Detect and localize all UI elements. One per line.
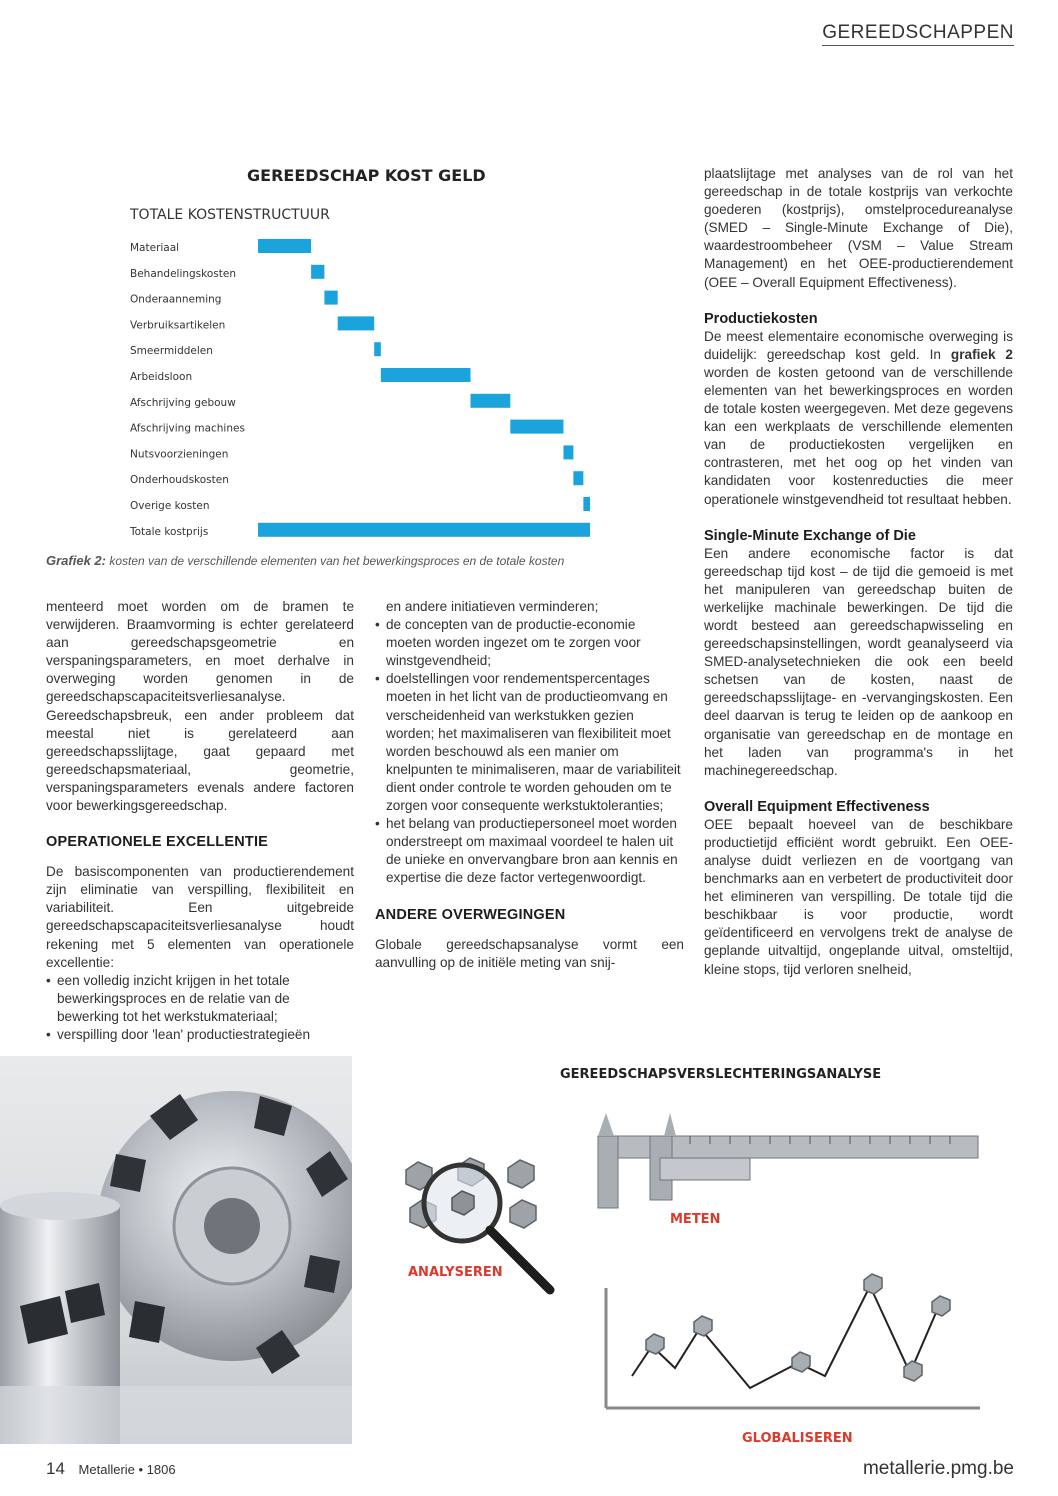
list-item: • verspilling door 'lean' productiestrategieën: [46, 1026, 354, 1044]
cost-structure-chart: [120, 160, 600, 550]
category-label: Afschrijving machines: [130, 422, 245, 435]
paragraph: OEE bepaalt hoeveel van de beschikbare productietijd efficiënt wordt gebruikt. Een OEE-analyse duidt verliezen en de voortgang van benchmarks aan en verbetert de productiviteit door het elimineren van verspilling. De totale tijd die beschikbaar is voor productie, wordt geïdentificeerd en vervolgens trekt de analyse de geplande uitvaltijd, ongeplande uitval, omsteltijd, kleine stops, tijd verloren snelheid,: [704, 816, 1013, 977]
label-meten: METEN: [670, 1212, 721, 1227]
paragraph: De basiscomponenten van productierendement zijn eliminatie van verspilling, flexibiliteit en variabiliteit. Een uitgebreide gereedschapscapaciteitsverliesanalyse houdt rekening met 5 elementen van operationele excellentie:: [46, 864, 354, 970]
milling-cutter-photo: [0, 1056, 352, 1444]
chart-title: GEREEDSCHAP KOST GELD: [247, 166, 486, 185]
category-label: Afschrijving gebouw: [130, 396, 236, 409]
list-item: • de concepten van de productie-economie moeten worden ingezet om te zorgen voor winstgevendheid;: [375, 616, 684, 670]
caption-text: kosten van de verschillende elementen van het bewerkingsproces en de totale kosten: [109, 554, 565, 568]
text-column-1: [46, 598, 354, 1044]
paragraph: De meest elementaire economische overweging is duidelijk: gereedschap kost geld. In grafiek 2 worden de kosten getoond van de verschillende elementen van het bewerkingsproces en worden de totale kosten weergegeven. Met deze gegevens kan een werkplaats de verschillende elementen van de productiekosten vergelijken en contrasteren, met het oog op het vinden van kandidaten voor kostenreducties die meer operationele winstgevendheid tot resultaat hebben.: [704, 328, 1013, 507]
paragraph: Globale gereedschapsanalyse vormt een aanvulling op de initiële meting van snij-: [375, 936, 684, 970]
caption-label: Grafiek 2:: [46, 553, 106, 568]
label-globaliseren: GLOBALISEREN: [742, 1431, 853, 1446]
cost-bar: [573, 471, 583, 485]
cost-bar: [338, 316, 375, 330]
cost-bar: [258, 523, 590, 537]
list-item: • een volledig inzicht krijgen in het totale bewerkingsproces en de relatie van de bewerking tot het werkstukmateriaal;: [46, 972, 354, 1026]
paragraph: menteerd moet worden om de bramen te verwijderen. Braamvorming is echter gerelateerd aan gereedschapsgeometrie en verspaningsparameters, en moet derhalve in overweging worden genomen in de gereedschapscapaciteitsverliesanalyse. Gereedschapsbreuk, een ander probleem dat meestal niet is gerelateerd aan gereedschapsslijtage, gaat gepaard met gereedschapsmateriaal, geometrie, verspaningsparameters evenals andere factoren voor bewerkingsgereedschap.: [46, 599, 354, 814]
text-column-3: [704, 165, 1013, 979]
section-heading: ANDERE OVERWEGINGEN: [375, 906, 566, 923]
issue-label: Metallerie • 1806: [78, 1462, 176, 1477]
category-label: Smeermiddelen: [130, 345, 213, 358]
category-label: Verbruiksartikelen: [130, 319, 226, 332]
wear-analysis-infographic: [370, 1058, 1030, 1452]
cost-bar: [324, 291, 337, 305]
chart-caption: [46, 553, 564, 568]
subheading: Productiekosten: [704, 310, 818, 327]
subheading: Single-Minute Exchange of Die: [704, 527, 916, 544]
list-item: • doelstellingen voor rendementspercentages moeten in het licht van de productieomvang en verscheidenheid van werkstukken gezien worden; het maximaliseren van flexibiliteit moet worden beschouwd als een manier om knelpunten te minimaliseren, maar de variabiliteit dient onder controle te worden gehouden om te zorgen voor consequente werkstuktoleranties;: [375, 670, 684, 815]
category-label: Onderhoudskosten: [130, 474, 229, 487]
page-number: 14: [46, 1459, 65, 1478]
section-heading: OPERATIONELE EXCELLENTIE: [46, 834, 269, 851]
text-column-2: [375, 598, 684, 972]
chart-subtitle: TOTALE KOSTENSTRUCTUUR: [130, 207, 330, 223]
category-label: Totale kostprijs: [130, 525, 209, 538]
category-label: Materiaal: [130, 242, 180, 254]
caliper-illustration: [598, 1113, 978, 1208]
infographic-title: GEREEDSCHAPSVERSLECHTERINGSANALYSE: [560, 1067, 882, 1082]
trend-graph: [606, 1274, 980, 1408]
category-label: Nutsvoorzieningen: [130, 448, 229, 461]
cost-bar: [563, 445, 573, 459]
cost-bar: [470, 394, 510, 408]
cost-bar: [381, 368, 471, 382]
paragraph: Een andere economische factor is dat gereedschap tijd kost – de tijd die gemoeid is met het manipuleren van gereedschap buiten de werkelijke machinale bewerkingen. De tijd die wordt besteed aan gereedschapwisseling en gereedschapsinstellingen, wordt geanalyseerd via SMED-analysetechnieken die ook een beeld schetsen van de kosten, naast de gereedschapsslijtage- en -vervangingskosten. Een deel daarvan is terug te leiden op de aankoop en organisatie van gereedschap en de montage en het laden van programma's in het machinegereedschap.: [704, 545, 1013, 778]
category-label: Arbeidsloon: [130, 371, 193, 383]
figure-reference: grafiek 2: [950, 346, 1013, 362]
category-label: Behandelingskosten: [130, 267, 236, 280]
bullet-list: [46, 972, 354, 1044]
subheading: Overall Equipment Effectiveness: [704, 798, 930, 815]
site-url-link[interactable]: metallerie.pmg.be: [862, 1458, 1014, 1479]
list-item-continued: en andere initiatieven verminderen;: [386, 599, 599, 614]
cost-bar: [510, 420, 563, 434]
paragraph: plaatslijtage met analyses van de rol van het gereedschap in de totale kostprijs van verkochte goederen (kostprijs), omstelprocedureanalyse (SMED – Single-Minute Exchange of Die), waardestroombeheer (VSM – Value Stream Management) en het OEE-productierendement (OEE – Overall Equipment Effectiveness).: [704, 166, 1013, 290]
cost-bar: [374, 342, 381, 356]
cost-bar: [258, 239, 311, 253]
list-item: • het belang van productiepersoneel moet worden onderstreept om maximaal voordeel te halen uit de unieke en onvervangbare bron aan kennis en expertise die deze factor vertegenwoordigt.: [375, 815, 684, 887]
label-analyseren: ANALYSEREN: [408, 1265, 503, 1280]
category-label: Onderaanneming: [130, 293, 222, 306]
footer-left: [46, 1459, 176, 1479]
cost-bar: [311, 265, 324, 279]
cost-bar: [583, 497, 590, 511]
bullet-list: [375, 616, 684, 887]
section-tag: GEREEDSCHAPPEN: [822, 22, 1014, 46]
category-label: Overige kosten: [130, 500, 210, 512]
